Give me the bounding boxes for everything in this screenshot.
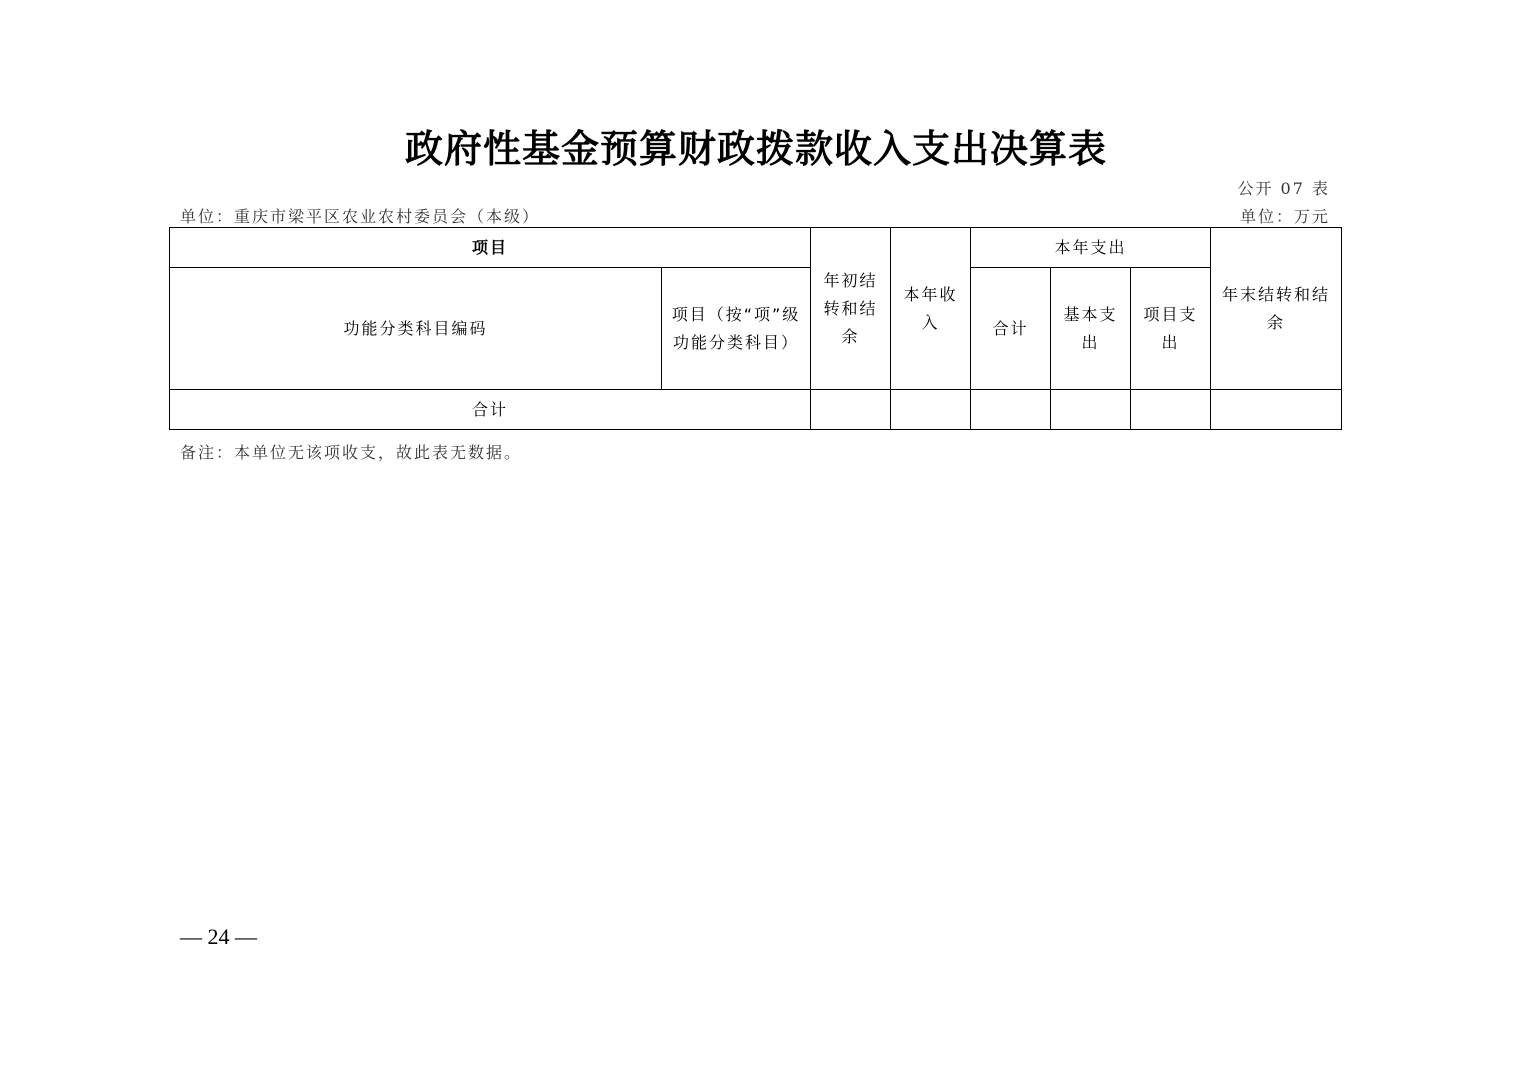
total-opening-balance (811, 390, 891, 430)
header-income: 本年收入 (891, 228, 971, 390)
page-number: — 24 — (180, 924, 257, 949)
currency-unit: 单位：万元 (1239, 207, 1330, 226)
table-note: 备注：本单位无该项收支，故此表无数据。 (180, 443, 523, 462)
header-exp-total: 合计 (971, 268, 1051, 390)
table-subheader-row (170, 268, 1342, 390)
total-exp-project (1131, 390, 1211, 430)
total-exp-total (971, 390, 1051, 430)
budget-table (169, 227, 1342, 430)
total-exp-basic (1051, 390, 1131, 430)
header-code: 功能分类科目编码 (170, 268, 662, 390)
page-title: 政府性基金预算财政拨款收入支出决算表 (404, 126, 1107, 171)
form-code: 公开 07 表 (1237, 179, 1330, 198)
header-exp-project: 项目支出 (1131, 268, 1211, 390)
total-income (891, 390, 971, 430)
header-item-name: 项目（按“项”级功能分类科目） (662, 268, 811, 390)
total-closing-balance (1211, 390, 1342, 430)
table-header-row (170, 228, 1342, 268)
header-project: 项目 (170, 228, 811, 268)
reporting-unit: 单位：重庆市梁平区农业农村委员会（本级） (180, 207, 541, 226)
header-closing-balance: 年末结转和结余 (1211, 228, 1342, 390)
header-opening-balance: 年初结转和结余 (811, 228, 891, 390)
total-label: 合计 (170, 390, 811, 430)
header-exp-basic: 基本支出 (1051, 268, 1131, 390)
table-row-total (170, 390, 1342, 430)
header-expenditure: 本年支出 (971, 228, 1211, 268)
